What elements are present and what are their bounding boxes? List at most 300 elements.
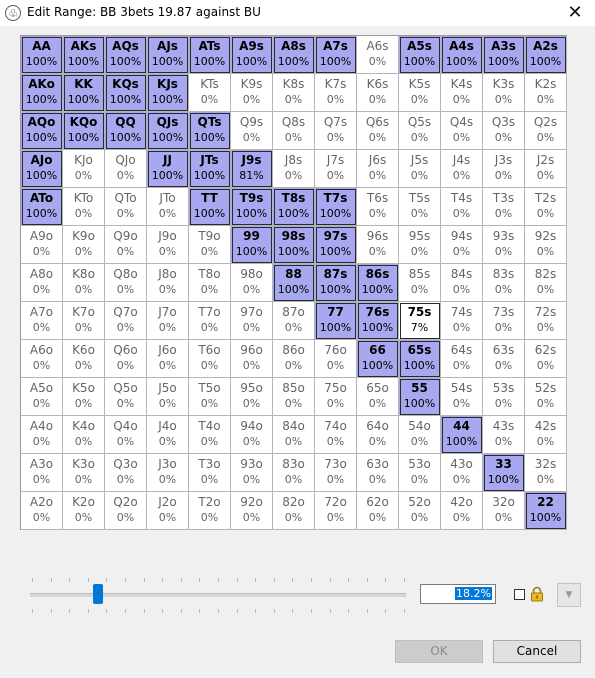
hand-label: 65s <box>407 343 432 357</box>
hand-label: K6o <box>72 343 95 357</box>
hand-cell-96o[interactable] <box>231 340 273 378</box>
hand-label: KJo <box>74 153 93 167</box>
hand-label: KK <box>74 77 93 91</box>
hand-cell-q9o[interactable] <box>105 226 147 264</box>
hand-cell-44[interactable] <box>441 416 483 454</box>
hand-label: A6o <box>29 343 54 357</box>
hand-label: 96o <box>240 343 263 357</box>
hand-percent: 0% <box>284 397 303 410</box>
hand-cell-q7o[interactable] <box>105 302 147 340</box>
hand-percent: 0% <box>200 93 219 106</box>
hand-cell-ato[interactable] <box>21 188 63 226</box>
hand-cell-qts[interactable] <box>189 112 231 150</box>
hand-label: 75o <box>324 381 347 395</box>
hand-label: J5o <box>158 381 177 395</box>
hand-cell-k2s[interactable] <box>525 74 567 112</box>
hand-label: KJs <box>157 77 178 91</box>
hand-cell-a3o[interactable] <box>21 454 63 492</box>
range-percent-value: 18.2% <box>456 587 491 600</box>
hand-cell-q2s[interactable] <box>525 112 567 150</box>
hand-cell-83s[interactable] <box>483 264 525 302</box>
hand-cell-62o[interactable] <box>357 492 399 530</box>
hand-cell-ajs[interactable] <box>147 36 189 74</box>
hand-percent: 100% <box>277 207 310 220</box>
slider-tick <box>125 578 126 582</box>
hand-cell-82s[interactable] <box>525 264 567 302</box>
hand-cell-83o[interactable] <box>273 454 315 492</box>
hand-percent: 0% <box>158 321 177 334</box>
hand-cell-q4o[interactable] <box>105 416 147 454</box>
range-slider-thumb[interactable] <box>93 584 103 604</box>
hand-cell-t7o[interactable] <box>189 302 231 340</box>
hand-percent: 0% <box>242 397 261 410</box>
hand-cell-t5o[interactable] <box>189 378 231 416</box>
hand-percent: 0% <box>116 283 135 296</box>
hand-cell-a4o[interactable] <box>21 416 63 454</box>
hand-label: 84s <box>450 267 473 281</box>
hand-cell-tt[interactable] <box>189 188 231 226</box>
hand-percent: 0% <box>410 93 429 106</box>
window-title: Edit Range: BB 3bets 19.87 against BU <box>27 5 261 19</box>
hand-label: 64o <box>366 419 389 433</box>
hand-cell-76o[interactable] <box>315 340 357 378</box>
slider-tick <box>162 578 163 582</box>
hand-cell-72o[interactable] <box>315 492 357 530</box>
hand-cell-k8o[interactable] <box>63 264 105 302</box>
slider-tick <box>32 609 33 613</box>
hand-cell-87s[interactable] <box>315 264 357 302</box>
hand-cell-jj[interactable] <box>147 150 189 188</box>
hand-label: T7s <box>323 191 348 205</box>
hand-cell-t6o[interactable] <box>189 340 231 378</box>
hand-cell-k7o[interactable] <box>63 302 105 340</box>
hand-cell-63s[interactable] <box>483 340 525 378</box>
hand-cell-98o[interactable] <box>231 264 273 302</box>
hand-percent: 0% <box>326 435 345 448</box>
hand-cell-kjs[interactable] <box>147 74 189 112</box>
hand-label: Q6s <box>365 115 390 129</box>
hand-percent: 0% <box>494 93 513 106</box>
hand-cell-65o[interactable] <box>357 378 399 416</box>
hand-cell-k9s[interactable] <box>231 74 273 112</box>
hand-percent: 100% <box>445 435 478 448</box>
hand-cell-k8s[interactable] <box>273 74 315 112</box>
hand-cell-63o[interactable] <box>357 454 399 492</box>
hand-label: Q8s <box>281 115 306 129</box>
hand-cell-j2o[interactable] <box>147 492 189 530</box>
hand-cell-k4o[interactable] <box>63 416 105 454</box>
hand-cell-j2s[interactable] <box>525 150 567 188</box>
hand-cell-84o[interactable] <box>273 416 315 454</box>
range-percent-input[interactable] <box>420 584 496 604</box>
hand-cell-33[interactable] <box>483 454 525 492</box>
hand-percent: 0% <box>536 283 555 296</box>
hand-cell-q6o[interactable] <box>105 340 147 378</box>
hand-cell-52s[interactable] <box>525 378 567 416</box>
slider-tick <box>385 609 386 613</box>
hand-cell-92o[interactable] <box>231 492 273 530</box>
slider-tick <box>181 578 182 582</box>
hand-cell-qjo[interactable] <box>105 150 147 188</box>
hand-cell-k6s[interactable] <box>357 74 399 112</box>
hand-cell-97s[interactable] <box>315 226 357 264</box>
hand-percent: 0% <box>74 473 93 486</box>
hand-cell-a7o[interactable] <box>21 302 63 340</box>
hand-cell-jts[interactable] <box>189 150 231 188</box>
hand-percent: 0% <box>536 473 555 486</box>
hand-cell-a5o[interactable] <box>21 378 63 416</box>
hand-percent: 0% <box>74 321 93 334</box>
hand-cell-62s[interactable] <box>525 340 567 378</box>
hand-cell-j6s[interactable] <box>357 150 399 188</box>
hand-percent: 0% <box>284 359 303 372</box>
hand-cell-j3s[interactable] <box>483 150 525 188</box>
hand-cell-53s[interactable] <box>483 378 525 416</box>
hand-cell-32o[interactable] <box>483 492 525 530</box>
hand-cell-j5s[interactable] <box>399 150 441 188</box>
hand-label: K9o <box>72 229 95 243</box>
hand-label: 94s <box>450 229 473 243</box>
hand-percent: 100% <box>109 93 142 106</box>
hand-cell-42s[interactable] <box>525 416 567 454</box>
hand-percent: 0% <box>32 283 51 296</box>
hand-cell-j8s[interactable] <box>273 150 315 188</box>
hand-label: 99 <box>243 229 260 243</box>
range-slider-track[interactable] <box>30 593 406 597</box>
hand-percent: 0% <box>452 397 471 410</box>
hand-percent: 0% <box>116 435 135 448</box>
hand-cell-88[interactable] <box>273 264 315 302</box>
hand-cell-a5s[interactable] <box>399 36 441 74</box>
hand-cell-aqs[interactable] <box>105 36 147 74</box>
hand-cell-54s[interactable] <box>441 378 483 416</box>
hand-label: T6s <box>366 191 389 205</box>
hand-cell-j8o[interactable] <box>147 264 189 302</box>
hand-cell-73s[interactable] <box>483 302 525 340</box>
hand-label: K7o <box>72 305 95 319</box>
hand-percent: 0% <box>284 131 303 144</box>
hand-percent: 0% <box>452 245 471 258</box>
hand-cell-43s[interactable] <box>483 416 525 454</box>
hand-cell-53o[interactable] <box>399 454 441 492</box>
hand-cell-aqo[interactable] <box>21 112 63 150</box>
hand-cell-j9s[interactable] <box>231 150 273 188</box>
slider-tick <box>311 578 312 582</box>
hand-label: 53o <box>408 457 431 471</box>
hand-cell-q3o[interactable] <box>105 454 147 492</box>
hand-cell-k4s[interactable] <box>441 74 483 112</box>
hand-cell-kto[interactable] <box>63 188 105 226</box>
range-matrix <box>20 35 567 530</box>
hand-cell-kqo[interactable] <box>63 112 105 150</box>
hand-label: J4o <box>158 419 177 433</box>
hand-percent: 100% <box>25 131 58 144</box>
hand-cell-k3o[interactable] <box>63 454 105 492</box>
hand-label: Q4o <box>113 419 138 433</box>
hand-label: J6s <box>368 153 387 167</box>
hand-label: J4s <box>452 153 471 167</box>
hand-percent: 0% <box>200 245 219 258</box>
hand-percent: 0% <box>494 511 513 524</box>
hand-label: 76s <box>365 305 390 319</box>
hand-cell-22[interactable] <box>525 492 567 530</box>
hand-cell-52o[interactable] <box>399 492 441 530</box>
hand-cell-t6s[interactable] <box>357 188 399 226</box>
hand-label: 87o <box>282 305 305 319</box>
hand-cell-j7o[interactable] <box>147 302 189 340</box>
hand-label: Q2o <box>113 495 138 509</box>
hand-cell-32s[interactable] <box>525 454 567 492</box>
hand-label: 42o <box>450 495 473 509</box>
hand-percent: 0% <box>200 473 219 486</box>
hand-cell-t7s[interactable] <box>315 188 357 226</box>
hand-cell-98s[interactable] <box>273 226 315 264</box>
hand-cell-82o[interactable] <box>273 492 315 530</box>
options-dropdown-button[interactable]: ▼ <box>557 583 581 607</box>
hand-cell-q8o[interactable] <box>105 264 147 302</box>
hand-label: 86s <box>365 267 390 281</box>
hand-cell-k2o[interactable] <box>63 492 105 530</box>
hand-label: Q9s <box>239 115 264 129</box>
hand-percent: 0% <box>158 473 177 486</box>
hand-label: JJ <box>163 153 172 167</box>
hand-cell-a6s[interactable] <box>357 36 399 74</box>
hand-cell-a2s[interactable] <box>525 36 567 74</box>
hand-cell-64o[interactable] <box>357 416 399 454</box>
hand-label: J7s <box>326 153 345 167</box>
hand-cell-t2s[interactable] <box>525 188 567 226</box>
hand-cell-qjs[interactable] <box>147 112 189 150</box>
hand-cell-qto[interactable] <box>105 188 147 226</box>
hand-percent: 0% <box>116 245 135 258</box>
hand-cell-ako[interactable] <box>21 74 63 112</box>
hand-cell-76s[interactable] <box>357 302 399 340</box>
hand-cell-77[interactable] <box>315 302 357 340</box>
hand-cell-92s[interactable] <box>525 226 567 264</box>
hand-cell-t2o[interactable] <box>189 492 231 530</box>
hand-percent: 0% <box>74 359 93 372</box>
hand-cell-j6o[interactable] <box>147 340 189 378</box>
cancel-button[interactable]: Cancel <box>493 640 581 663</box>
hand-label: 92s <box>534 229 557 243</box>
hand-label: 63s <box>492 343 515 357</box>
hand-cell-86s[interactable] <box>357 264 399 302</box>
hand-cell-kqs[interactable] <box>105 74 147 112</box>
hand-cell-q8s[interactable] <box>273 112 315 150</box>
hand-percent: 100% <box>445 55 478 68</box>
hand-percent: 100% <box>25 207 58 220</box>
hand-label: K5s <box>408 77 431 91</box>
hand-percent: 0% <box>158 207 177 220</box>
hand-cell-t8o[interactable] <box>189 264 231 302</box>
hand-cell-84s[interactable] <box>441 264 483 302</box>
hand-percent: 0% <box>368 207 387 220</box>
hand-label: Q3o <box>113 457 138 471</box>
hand-label: A4o <box>29 419 54 433</box>
hand-cell-j4o[interactable] <box>147 416 189 454</box>
hand-cell-t4o[interactable] <box>189 416 231 454</box>
hand-cell-q5o[interactable] <box>105 378 147 416</box>
hand-cell-j3o[interactable] <box>147 454 189 492</box>
hand-cell-q9s[interactable] <box>231 112 273 150</box>
hand-cell-a8o[interactable] <box>21 264 63 302</box>
lock-checkbox[interactable] <box>514 589 525 600</box>
hand-percent: 100% <box>193 55 226 68</box>
ok-button[interactable]: OK <box>395 640 483 663</box>
hand-cell-75o[interactable] <box>315 378 357 416</box>
hand-percent: 0% <box>158 283 177 296</box>
hand-cell-j4s[interactable] <box>441 150 483 188</box>
hand-cell-j9o[interactable] <box>147 226 189 264</box>
slider-tick <box>292 578 293 582</box>
hand-cell-a8s[interactable] <box>273 36 315 74</box>
hand-label: 74s <box>450 305 473 319</box>
hand-label: K5o <box>72 381 95 395</box>
hand-cell-74o[interactable] <box>315 416 357 454</box>
hand-cell-a2o[interactable] <box>21 492 63 530</box>
hand-label: A6s <box>366 39 389 53</box>
hand-cell-72s[interactable] <box>525 302 567 340</box>
slider-tick <box>348 609 349 613</box>
slider-tick <box>69 609 70 613</box>
hand-cell-q3s[interactable] <box>483 112 525 150</box>
hand-cell-74s[interactable] <box>441 302 483 340</box>
hand-percent: 0% <box>116 473 135 486</box>
hand-percent: 0% <box>326 397 345 410</box>
hand-cell-97o[interactable] <box>231 302 273 340</box>
hand-percent: 0% <box>242 321 261 334</box>
hand-cell-96s[interactable] <box>357 226 399 264</box>
slider-tick <box>367 578 368 582</box>
hand-cell-k5o[interactable] <box>63 378 105 416</box>
hand-cell-t3o[interactable] <box>189 454 231 492</box>
hand-cell-86o[interactable] <box>273 340 315 378</box>
hand-cell-a9o[interactable] <box>21 226 63 264</box>
hand-cell-54o[interactable] <box>399 416 441 454</box>
hand-cell-q6s[interactable] <box>357 112 399 150</box>
hand-cell-kjo[interactable] <box>63 150 105 188</box>
hand-cell-87o[interactable] <box>273 302 315 340</box>
hand-label: 93o <box>240 457 263 471</box>
hand-label: 62s <box>534 343 557 357</box>
hand-cell-t9s[interactable] <box>231 188 273 226</box>
hand-cell-85s[interactable] <box>399 264 441 302</box>
hand-cell-94o[interactable] <box>231 416 273 454</box>
hand-cell-aa[interactable] <box>21 36 63 74</box>
hand-cell-j5o[interactable] <box>147 378 189 416</box>
hand-percent: 100% <box>529 55 562 68</box>
hand-label: A5o <box>29 381 54 395</box>
hand-cell-k9o[interactable] <box>63 226 105 264</box>
hand-percent: 0% <box>74 511 93 524</box>
hand-cell-jto[interactable] <box>147 188 189 226</box>
hand-cell-ats[interactable] <box>189 36 231 74</box>
hand-cell-a6o[interactable] <box>21 340 63 378</box>
slider-tick <box>125 609 126 613</box>
hand-cell-j7s[interactable] <box>315 150 357 188</box>
hand-cell-t4s[interactable] <box>441 188 483 226</box>
hand-cell-99[interactable] <box>231 226 273 264</box>
hand-cell-t5s[interactable] <box>399 188 441 226</box>
hand-percent: 100% <box>25 93 58 106</box>
hand-cell-qq[interactable] <box>105 112 147 150</box>
hand-cell-kk[interactable] <box>63 74 105 112</box>
hand-label: A9s <box>239 39 264 53</box>
hand-cell-k3s[interactable] <box>483 74 525 112</box>
hand-cell-93s[interactable] <box>483 226 525 264</box>
hand-percent: 0% <box>494 321 513 334</box>
hand-percent: 0% <box>536 93 555 106</box>
hand-label: K4o <box>72 419 95 433</box>
hand-cell-t9o[interactable] <box>189 226 231 264</box>
hand-percent: 0% <box>368 473 387 486</box>
hand-label: QTo <box>114 191 137 205</box>
hand-cell-85o[interactable] <box>273 378 315 416</box>
close-icon[interactable]: ✕ <box>567 2 583 23</box>
hand-percent: 0% <box>410 245 429 258</box>
hand-cell-q2o[interactable] <box>105 492 147 530</box>
hand-label: K3o <box>72 457 95 471</box>
hand-cell-42o[interactable] <box>441 492 483 530</box>
hand-label: 54o <box>408 419 431 433</box>
hand-percent: 0% <box>200 397 219 410</box>
hand-cell-65s[interactable] <box>399 340 441 378</box>
hand-label: 43s <box>492 419 515 433</box>
hand-percent: 100% <box>151 169 184 182</box>
hand-cell-t8s[interactable] <box>273 188 315 226</box>
hand-cell-a3s[interactable] <box>483 36 525 74</box>
hand-percent: 0% <box>452 359 471 372</box>
hand-percent: 0% <box>368 169 387 182</box>
hand-cell-q7s[interactable] <box>315 112 357 150</box>
hand-cell-a4s[interactable] <box>441 36 483 74</box>
hand-cell-q5s[interactable] <box>399 112 441 150</box>
hand-percent: 0% <box>200 321 219 334</box>
hand-percent: 0% <box>242 283 261 296</box>
hand-cell-q4s[interactable] <box>441 112 483 150</box>
hand-cell-66[interactable] <box>357 340 399 378</box>
hand-cell-55[interactable] <box>399 378 441 416</box>
club-suit-icon: ♧ <box>5 5 21 21</box>
hand-cell-k6o[interactable] <box>63 340 105 378</box>
hand-percent: 100% <box>361 321 394 334</box>
hand-cell-94s[interactable] <box>441 226 483 264</box>
hand-cell-64s[interactable] <box>441 340 483 378</box>
hand-label: K8o <box>72 267 95 281</box>
hand-cell-k5s[interactable] <box>399 74 441 112</box>
slider-tick <box>106 609 107 613</box>
hand-percent: 100% <box>151 93 184 106</box>
hand-cell-73o[interactable] <box>315 454 357 492</box>
hand-label: QTs <box>197 115 222 129</box>
hand-cell-95o[interactable] <box>231 378 273 416</box>
hand-label: Q9o <box>113 229 138 243</box>
hand-cell-43o[interactable] <box>441 454 483 492</box>
hand-label: Q7s <box>323 115 348 129</box>
hand-percent: 0% <box>32 473 51 486</box>
hand-cell-a7s[interactable] <box>315 36 357 74</box>
hand-cell-a9s[interactable] <box>231 36 273 74</box>
hand-percent: 0% <box>200 359 219 372</box>
hand-cell-k7s[interactable] <box>315 74 357 112</box>
hand-cell-aks[interactable] <box>63 36 105 74</box>
hand-cell-ajo[interactable] <box>21 150 63 188</box>
hand-cell-95s[interactable] <box>399 226 441 264</box>
hand-cell-75s[interactable] <box>399 302 441 340</box>
hand-cell-93o[interactable] <box>231 454 273 492</box>
hand-cell-t3s[interactable] <box>483 188 525 226</box>
hand-cell-kts[interactable] <box>189 74 231 112</box>
